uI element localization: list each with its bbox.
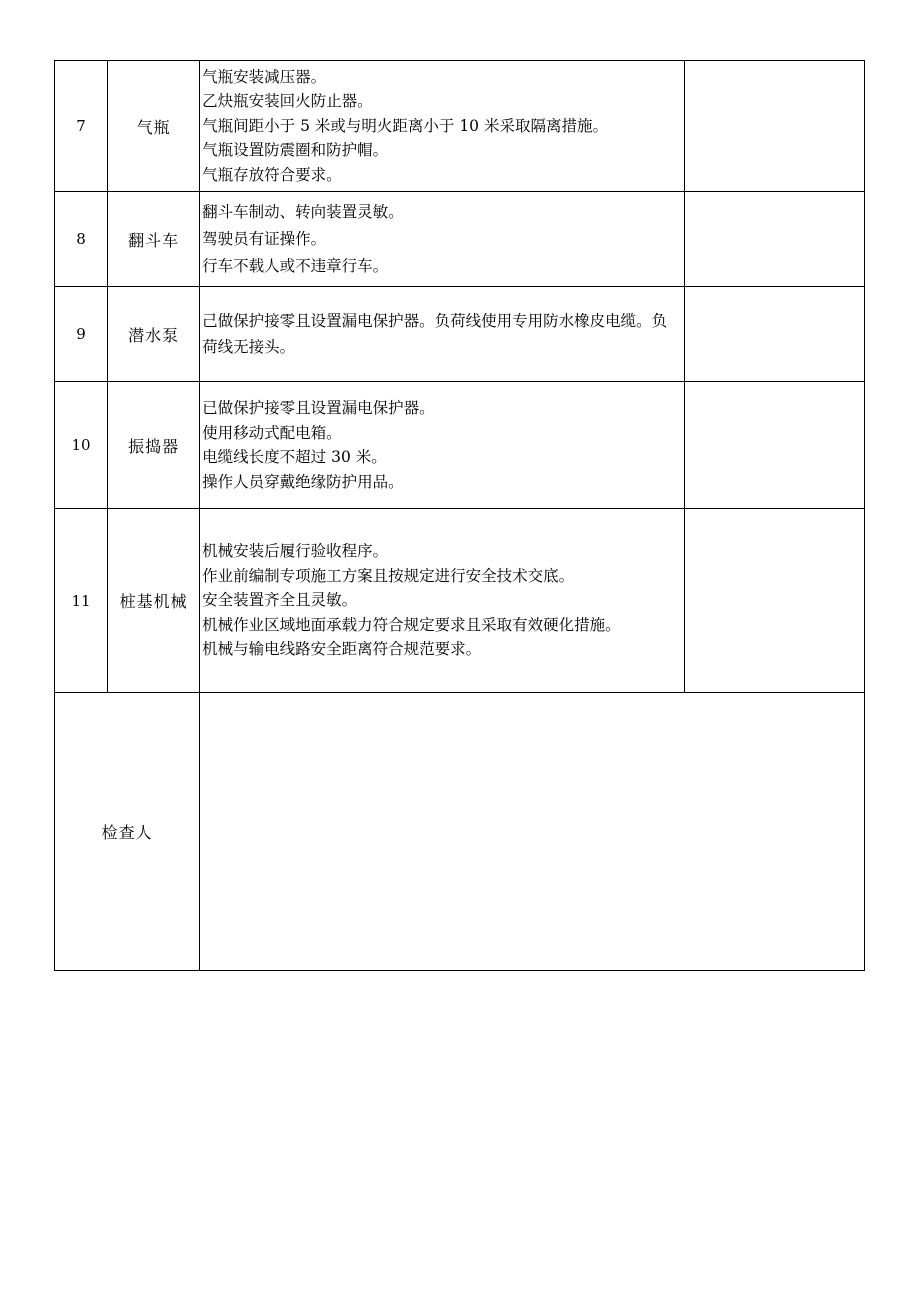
requirement-line: 机械作业区域地面承载力符合规定要求且采取有效硬化措施。: [202, 615, 621, 634]
requirement-line: 气瓶间距小于 5 米或与明火距离小于 10 米采取隔离措施。: [202, 116, 608, 135]
requirement-line: 电缆线长度不超过 30 米。: [202, 448, 387, 466]
table-row: [55, 61, 865, 192]
item-result[interactable]: [684, 61, 864, 192]
item-requirements: [200, 382, 685, 509]
item-name: 气瓶: [108, 61, 200, 192]
requirement-line: 使用移动式配电箱。: [202, 423, 342, 442]
requirement-line: 气瓶安装减压器。: [202, 67, 327, 86]
inspection-table: [54, 60, 865, 971]
item-result[interactable]: [684, 287, 864, 382]
item-requirements: [200, 287, 685, 382]
requirement-line: 操作人员穿戴绝缘防护用品。: [202, 472, 404, 491]
requirement-line: 气瓶存放符合要求。: [202, 165, 342, 184]
requirement-line: 乙炔瓶安装回火防止器。: [202, 92, 373, 111]
requirement-line: 翻斗车制动、转向装置灵敏。: [202, 202, 404, 221]
item-name: 翻斗车: [108, 192, 200, 287]
item-number: 9: [55, 287, 108, 382]
table-row: [55, 192, 865, 287]
item-result[interactable]: [684, 509, 864, 693]
requirement-line: 己做保护接零且设置漏电保护器。负荷线使用专用防水橡皮电缆。负荷线无接头。: [202, 312, 668, 356]
item-number: 10: [55, 382, 108, 509]
requirement-line: 机械与输电线路安全距离符合规范要求。: [202, 640, 482, 659]
item-result[interactable]: [684, 382, 864, 509]
item-name: 潜水泵: [108, 287, 200, 382]
item-requirements: [200, 192, 685, 287]
inspector-row: [55, 693, 865, 971]
requirement-line: 驾驶员有证操作。: [202, 229, 327, 248]
item-number: 11: [55, 509, 108, 693]
inspector-label: 检查人: [55, 693, 200, 971]
item-name: 振捣器: [108, 382, 200, 509]
requirement-line: 安全装置齐全且灵敏。: [202, 591, 358, 610]
requirement-line: 作业前编制专项施工方案且按规定进行安全技术交底。: [202, 566, 575, 585]
requirement-line: 已做保护接零且设置漏电保护器。: [202, 399, 435, 417]
table-row: [55, 287, 865, 382]
item-requirements: [200, 509, 685, 693]
item-number: 8: [55, 192, 108, 287]
table-row: [55, 509, 865, 693]
item-requirements: [200, 61, 685, 192]
table-row: [55, 382, 865, 509]
requirement-line: 气瓶设置防震圈和防护帽。: [202, 141, 389, 160]
requirement-line: 机械安装后履行验收程序。: [202, 542, 389, 561]
requirement-line: 行车不载人或不违章行车。: [202, 256, 389, 275]
item-number: 7: [55, 61, 108, 192]
item-result[interactable]: [684, 192, 864, 287]
item-name: 桩基机械: [108, 509, 200, 693]
inspector-signature-field[interactable]: [200, 693, 865, 971]
